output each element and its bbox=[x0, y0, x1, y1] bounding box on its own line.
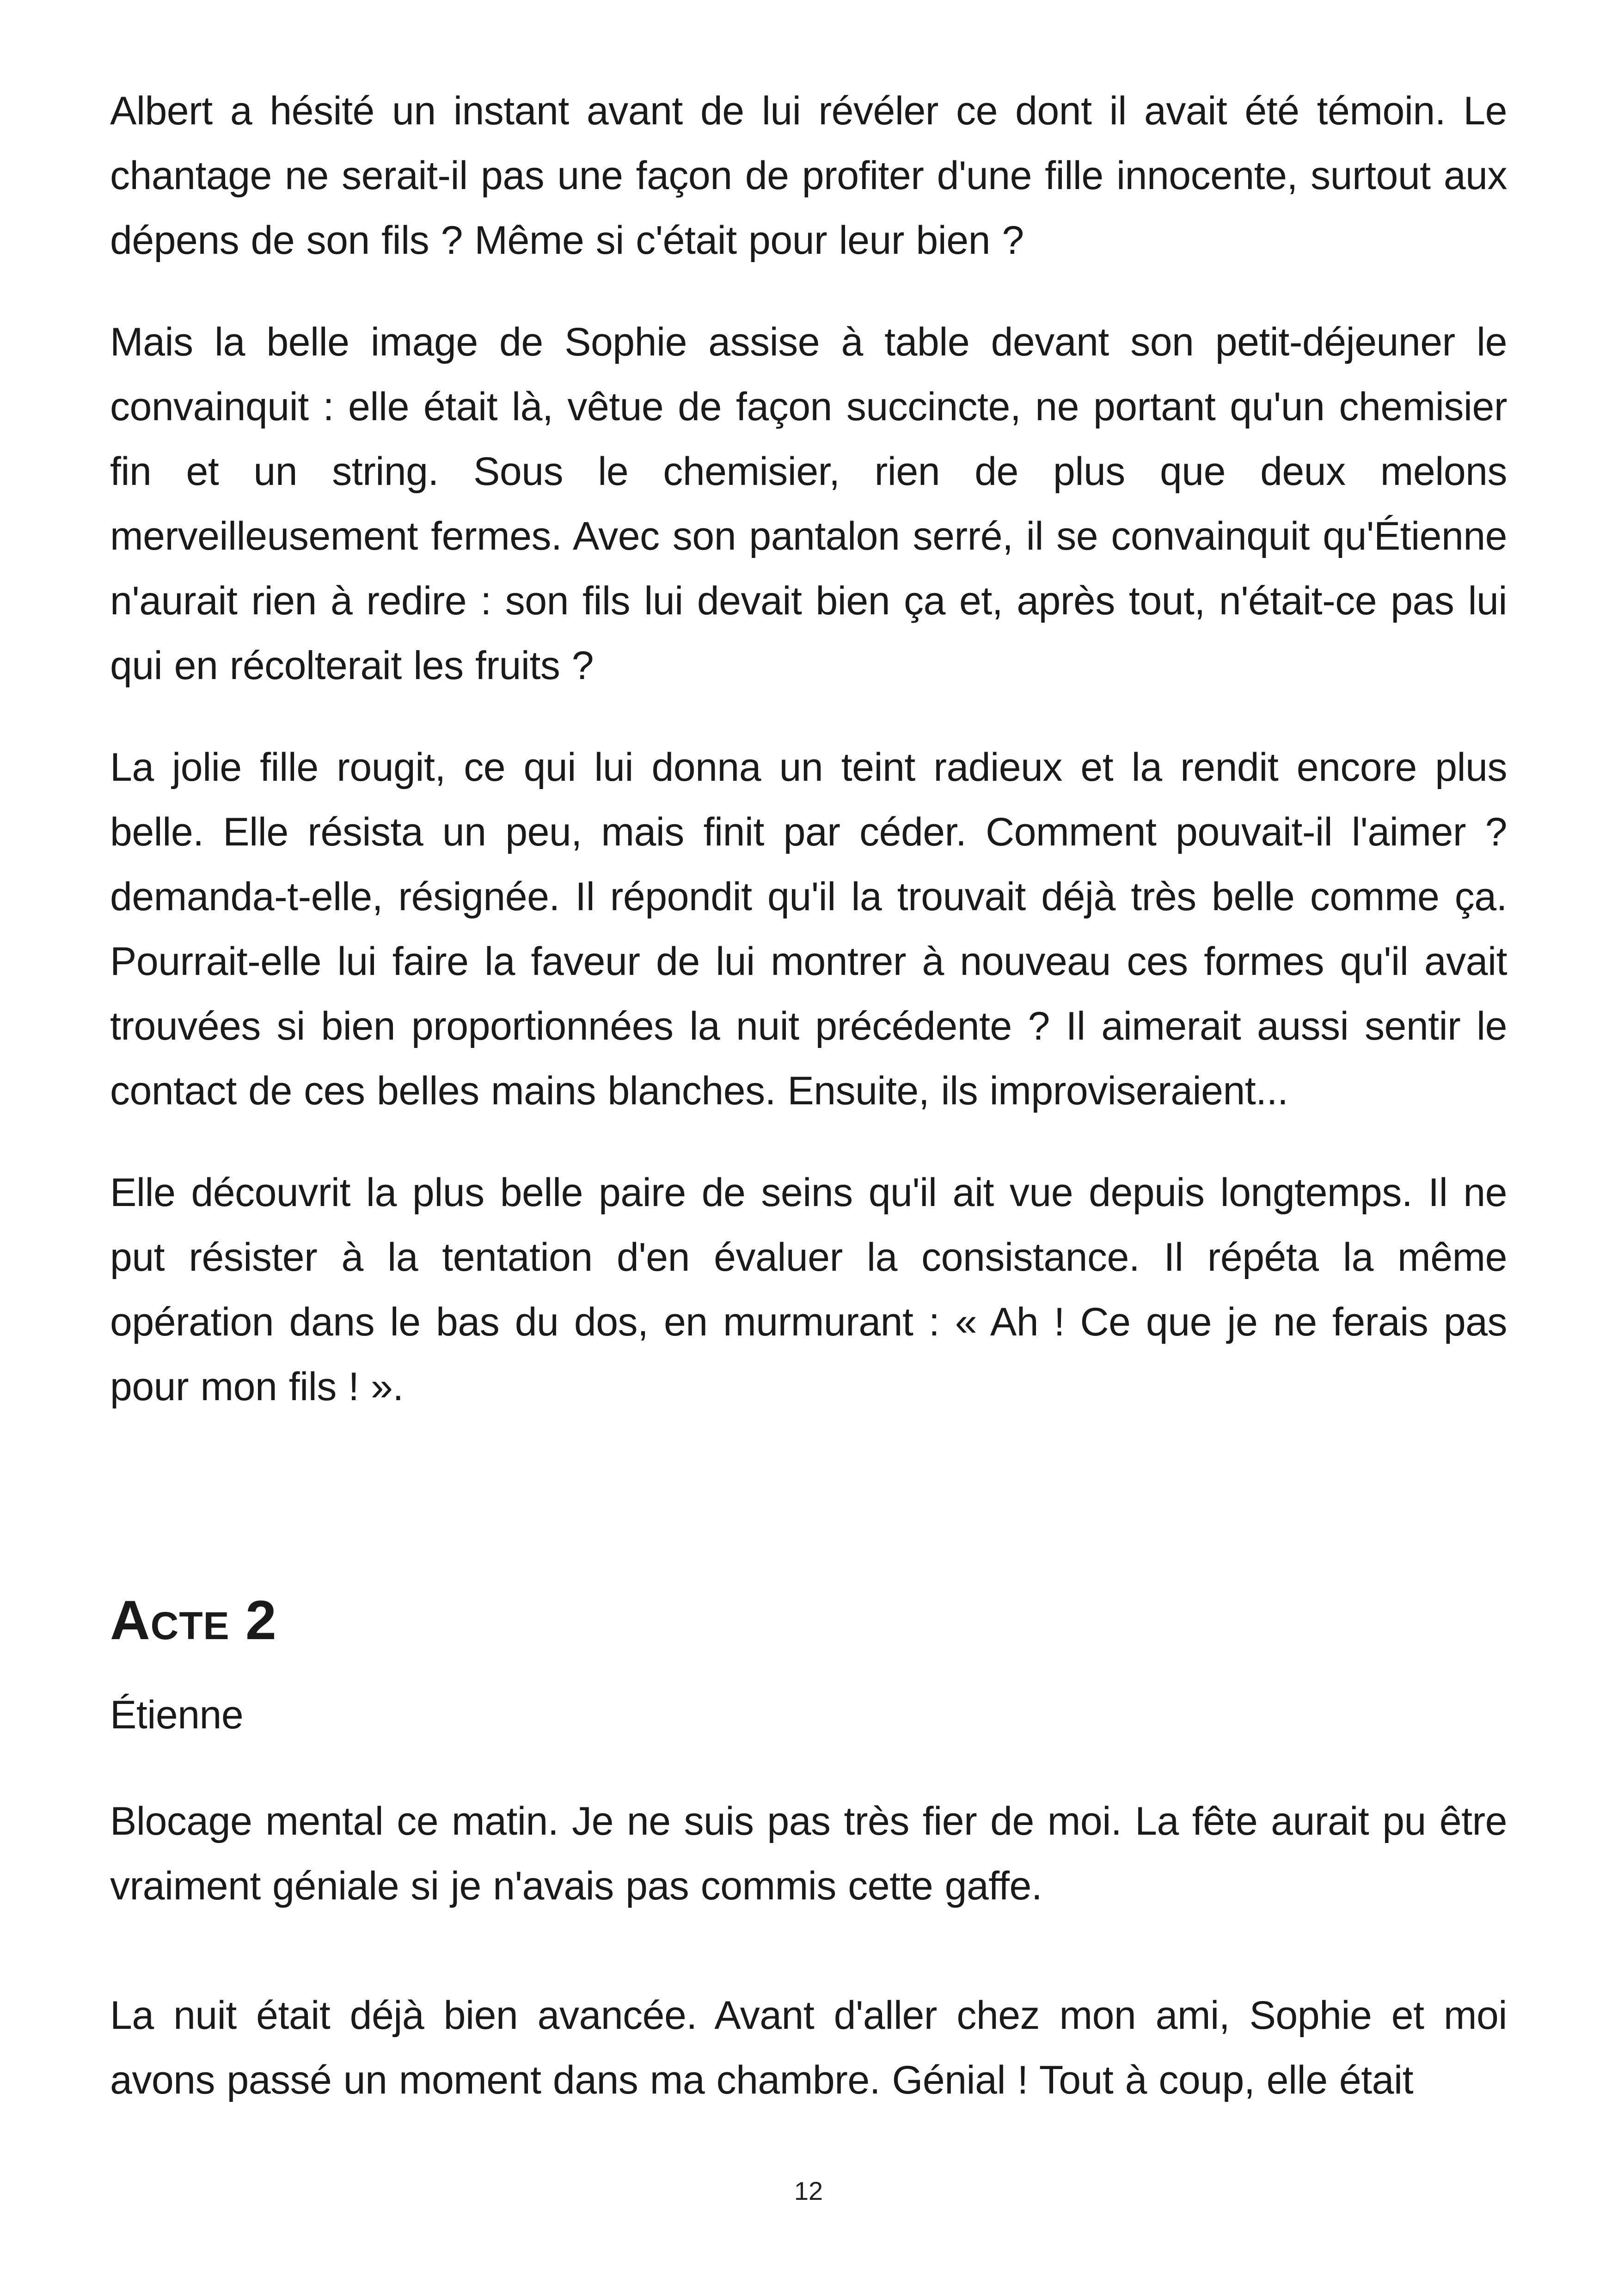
paragraph: La nuit était déjà bien avancée. Avant d'aller chez mon ami, Sophie et moi avons passé un moment dans ma chambre. Génial ! Tout à coup, elle était bbox=[110, 1993, 1507, 2102]
document-page bbox=[110, 0, 1507, 2296]
paragraph: Blocage mental ce matin. Je ne suis pas très fier de moi. La fête aurait pu être vraiment géniale si je n'avais pas commis cette gaffe. bbox=[110, 1799, 1507, 1908]
page-number: 12 bbox=[794, 2176, 823, 2205]
paragraph: La jolie fille rougit, ce qui lui donna un teint radieux et la rendit encore plus belle. Elle résista un peu, mais finit par céder. Comment pouvait-il l'aimer ? demanda-t-elle, résignée. Il répondit qu'il la trouvait déjà très belle comme ça. Pourrait-elle lui faire la faveur de lui montrer à nouveau ces formes qu'il avait trouvées si bien proportionnées la nuit précédente ? Il aimerait aussi sentir le contact de ces belles mains blanches. Ensuite, ils improviseraient... bbox=[110, 745, 1507, 1113]
section-heading: Acte 2 bbox=[110, 1589, 277, 1651]
speaker-name: Étienne bbox=[110, 1693, 244, 1737]
paragraph: Albert a hésité un instant avant de lui révéler ce dont il avait été témoin. Le chantage ne serait-il pas une façon de profiter d'une fille innocente, surtout aux dépens de son fils ? Même si c'était pour leur bien ? bbox=[110, 89, 1507, 263]
paragraph: Mais la belle image de Sophie assise à table devant son petit-déjeuner le convainquit : elle était là, vêtue de façon succincte, ne portant qu'un chemisier fin et un string. Sous le chemisier, rien de plus que deux melons merveilleusement fermes. Avec son pantalon serré, il se convainquit qu'Étienne n'aurait rien à redire : son fils lui devait bien ça et, après tout, n'était-ce pas lui qui en récolterait les fruits ? bbox=[110, 320, 1507, 688]
paragraph: Elle découvrit la plus belle paire de seins qu'il ait vue depuis longtemps. Il ne put résister à la tentation d'en évaluer la consistance. Il répéta la même opération dans le bas du dos, en murmurant : « Ah ! Ce que je ne ferais pas pour mon fils ! ». bbox=[110, 1170, 1507, 1409]
